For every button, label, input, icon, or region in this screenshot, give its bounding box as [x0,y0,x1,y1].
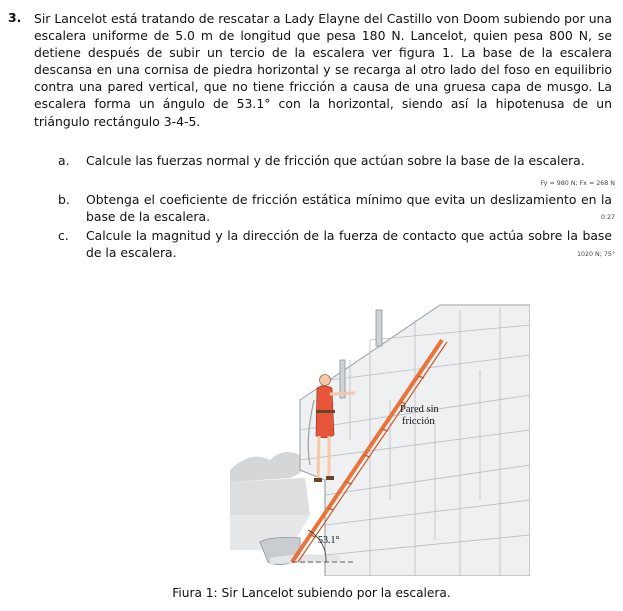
problem-statement: Sir Lancelot está tratando de rescatar a Lady Elayne del Castillo von Doom subiendo por una escalera uniforme de 5.0 m de longitud que pesa 180 N. Lancelot, quien pesa 800 N, se detiene después de subir un tercio de la escalera ver figura 1. La base de la escalera descansa en una cornisa de piedra horizontal y se recarga al otro lado del foso en equilibrio contra una pared vertical, que no tiene fricción a causa de una gruesa capa de musgo. La escalera forma un ángulo de 53.1° con la horizontal, siendo así la hipotenusa de un triángulo rectángulo 3-4-5. [34,11,612,129]
wall-label-line1: Pared sin [400,404,439,415]
item-label: b. [58,192,70,207]
item-label: c. [58,228,69,243]
answer-a: Fy = 980 N; Fx = 268 N [540,180,615,187]
wall-label-line2: fricción [402,416,435,427]
item-text: Calcule la magnitud y la dirección de la fuerza de contacto que actúa sobre la base de la escalera. [86,228,612,261]
item-label: a. [58,153,70,168]
ladder-illustration [230,300,530,576]
answer-b: 0.27 [600,214,615,221]
figure-caption: Fiura 1: Sir Lancelot subiendo por la escalera. [172,586,451,600]
angle-label: 53.1° [318,535,340,546]
ladder-figure [230,300,530,576]
item-text: Obtenga el coeficiente de fricción estática mínimo que evita un deslizamiento en la base de la escalera. [86,192,612,225]
background-scenery [230,452,310,550]
item-text: Calcule las fuerzas normal y de fricción que actúan sobre la base de la escalera. [86,153,585,168]
answer-c: 1020 N; 75° [576,251,615,258]
problem-number: 3. [8,10,22,25]
